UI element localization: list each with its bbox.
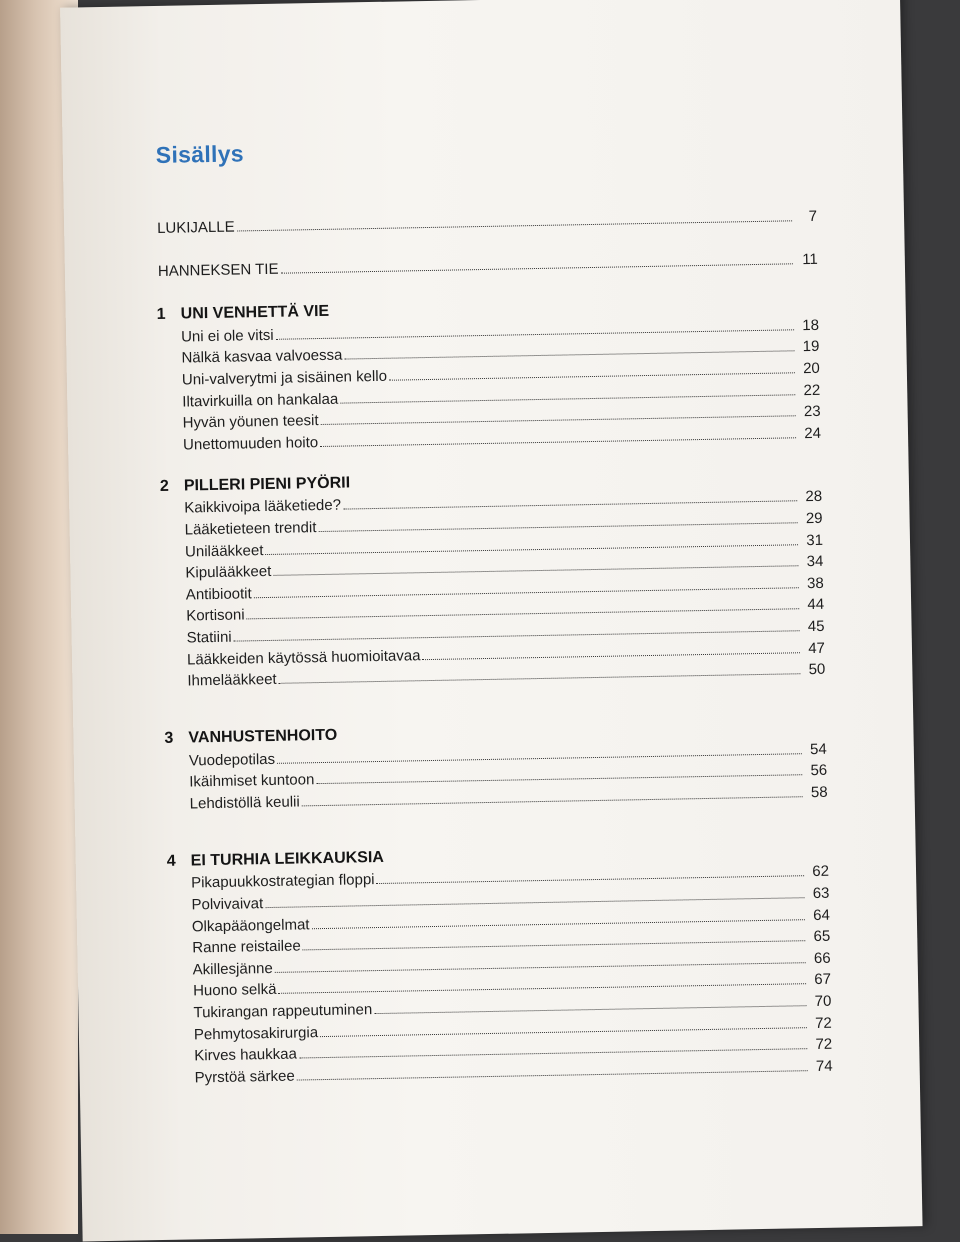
dot-leader bbox=[297, 1070, 808, 1080]
toc-entry-label: Kaikkivoipa lääketiede? bbox=[184, 496, 342, 517]
section-items bbox=[169, 859, 833, 1087]
toc-entry-page: 58 bbox=[810, 783, 828, 801]
toc-entry-page: 22 bbox=[803, 381, 821, 399]
toc-entry-page: 67 bbox=[814, 971, 832, 989]
toc-entry-label: Nälkä kasvaa valvoessa bbox=[181, 346, 343, 367]
section-title: PILLERI PIENI PYÖRII bbox=[183, 474, 351, 495]
toc-entry-page: 72 bbox=[814, 1014, 832, 1032]
toc-entry-label: Kortisoni bbox=[186, 606, 245, 625]
toc-entry-label: Hyvän yöunen teesit bbox=[182, 412, 319, 432]
section-items bbox=[162, 484, 825, 690]
toc-entry-label: Pehmytosakirurgia bbox=[193, 1023, 319, 1044]
section-number: 1 bbox=[156, 306, 166, 324]
dot-leader bbox=[320, 437, 796, 447]
toc-section-4 bbox=[166, 837, 833, 1087]
toc-section-3 bbox=[166, 714, 827, 813]
toc-entry-page: 64 bbox=[812, 906, 830, 924]
toc-entry-page: 54 bbox=[809, 740, 827, 758]
toc-entry-page: 34 bbox=[806, 552, 824, 571]
dot-leader bbox=[302, 796, 803, 806]
toc-entry-label: Ikäihmiset kuntoon bbox=[189, 771, 315, 791]
toc-entry-label: Lehdistöllä keulii bbox=[189, 793, 300, 813]
dot-leader bbox=[279, 673, 801, 684]
toc-entry-label: Lääketieteen trendit bbox=[184, 519, 317, 539]
toc-entry-label: Tukirangan rappeutuminen bbox=[193, 1001, 373, 1022]
toc-section-2 bbox=[159, 462, 826, 690]
toc-entry-label: LUKIJALLE bbox=[156, 218, 235, 237]
dot-leader bbox=[281, 263, 793, 273]
toc-entry-label: Iltavirkuilla on hankalaa bbox=[182, 390, 339, 411]
dot-leader bbox=[237, 220, 792, 231]
toc-entry-label: Ranne reistailee bbox=[192, 937, 301, 957]
toc-entry-label: Lääkkeiden käytössä huomioitavaa bbox=[186, 646, 421, 668]
toc-entry-page: 19 bbox=[802, 338, 820, 356]
toc-entry-page: 28 bbox=[805, 488, 823, 506]
toc-entry-label: Uni-valverytmi ja sisäinen kello bbox=[181, 367, 388, 389]
toc-entry-page: 20 bbox=[802, 359, 820, 378]
toc-entry-label: Pikapuukkostrategian floppi bbox=[190, 871, 375, 892]
toc-entry-page: 7 bbox=[808, 207, 818, 225]
toc-entry-lukijalle bbox=[157, 203, 817, 237]
section-title: UNI VENHETTÄ VIE bbox=[180, 303, 330, 323]
toc-entry-label: Kirves haukkaa bbox=[194, 1045, 298, 1065]
toc-entry-page: 24 bbox=[804, 424, 822, 442]
toc-entry-page: 44 bbox=[807, 596, 825, 614]
toc-entry-page: 18 bbox=[802, 316, 820, 334]
toc-entry-label: Unettomuuden hoito bbox=[182, 433, 319, 454]
toc-entry-label: Vuodepotilas bbox=[188, 750, 276, 770]
section-items bbox=[167, 736, 828, 813]
section-number: 4 bbox=[166, 852, 176, 870]
toc-entry-page: 29 bbox=[805, 509, 823, 528]
toc-section-1 bbox=[158, 290, 821, 454]
toc-entry-label: Uni ei ole vitsi bbox=[180, 326, 274, 346]
toc-entry-page: 62 bbox=[812, 863, 830, 881]
toc-entry-page: 31 bbox=[806, 531, 824, 549]
table-of-contents bbox=[156, 130, 833, 1087]
toc-entry-page: 47 bbox=[808, 639, 826, 657]
toc-entry-page: 11 bbox=[802, 251, 818, 269]
toc-entry-label: Olkapääongelmat bbox=[191, 915, 310, 936]
toc-entry-page: 66 bbox=[813, 949, 831, 967]
toc-entry-page: 63 bbox=[812, 884, 830, 903]
toc-entry-page: 65 bbox=[813, 927, 831, 946]
toc-entry-page: 45 bbox=[807, 617, 825, 636]
toc-entry-label: HANNEKSEN TIE bbox=[157, 260, 279, 281]
toc-entry-label: Ihmelääkkeet bbox=[187, 670, 277, 690]
toc-entry-label: Akillesjänne bbox=[192, 959, 273, 979]
toc-entry-label: Statiini bbox=[186, 628, 232, 647]
toc-entry-label: Kipulääkkeet bbox=[185, 563, 272, 582]
toc-entry-page: 38 bbox=[806, 574, 824, 592]
section-title: EI TURHIA LEIKKAUKSIA bbox=[190, 848, 385, 870]
toc-entry-page: 23 bbox=[803, 402, 821, 421]
toc-entry-label: Huono selkä bbox=[192, 981, 277, 1000]
section-items bbox=[159, 312, 821, 454]
toc-entry-label: Antibiootit bbox=[185, 585, 252, 604]
toc-entry-page: 70 bbox=[814, 992, 832, 1011]
toc-entry-page: 56 bbox=[810, 762, 828, 780]
toc-entry-label: Polvivaivat bbox=[191, 895, 264, 914]
toc-entry-page: 50 bbox=[808, 660, 826, 679]
book-page bbox=[60, 0, 922, 1241]
section-number: 3 bbox=[164, 729, 174, 747]
toc-entry-label: Unilääkkeet bbox=[184, 541, 264, 561]
section-number: 2 bbox=[159, 477, 169, 495]
toc-entry-page: 74 bbox=[815, 1057, 833, 1075]
toc-entry-page: 72 bbox=[815, 1035, 833, 1054]
toc-title: Sisällys bbox=[155, 140, 245, 168]
toc-entry-hanneksen-tie bbox=[158, 246, 818, 280]
toc-entry-label: Pyrstöä särkee bbox=[194, 1067, 295, 1087]
toc-sections bbox=[158, 290, 832, 1087]
section-title: VANHUSTENHOITO bbox=[188, 726, 338, 747]
